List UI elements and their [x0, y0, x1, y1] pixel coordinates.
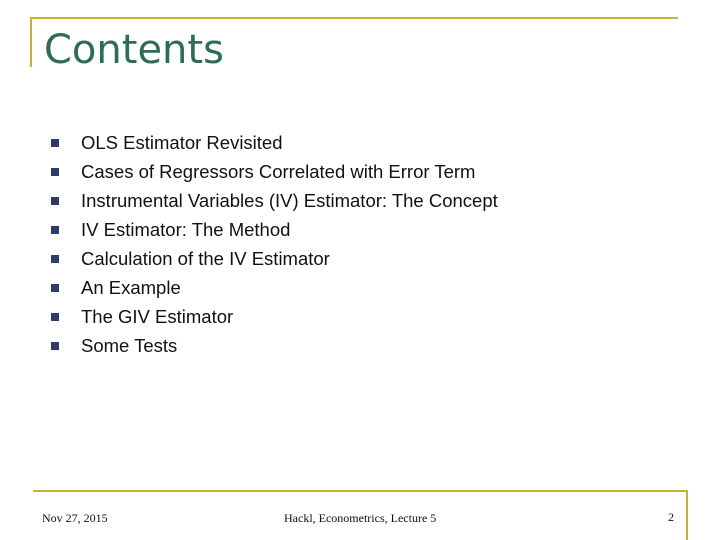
square-bullet-icon — [51, 255, 59, 263]
list-item — [44, 302, 498, 331]
list-item-text: Cases of Regressors Correlated with Error Term — [81, 160, 476, 182]
list-item — [44, 215, 498, 244]
footer-course: Hackl, Econometrics, Lecture 5 — [284, 511, 437, 525]
list-item-text: OLS Estimator Revisited — [81, 131, 283, 153]
slide-title: Contents — [44, 27, 224, 73]
frame-line-top — [30, 17, 678, 19]
list-item — [44, 157, 498, 186]
list-item-text: An Example — [81, 276, 181, 298]
list-item — [44, 273, 498, 302]
list-item-text: IV Estimator: The Method — [81, 218, 291, 240]
frame-line-right — [686, 492, 688, 540]
square-bullet-icon — [51, 284, 59, 292]
list-item — [44, 186, 498, 215]
square-bullet-icon — [51, 197, 59, 205]
list-item-text: Instrumental Variables (IV) Estimator: The Concept — [81, 189, 498, 211]
list-item-text: Calculation of the IV Estimator — [81, 247, 330, 269]
contents-list — [44, 128, 498, 360]
frame-line-bottom — [33, 490, 688, 492]
square-bullet-icon — [51, 342, 59, 350]
list-item — [44, 128, 498, 157]
frame-line-left — [30, 17, 32, 67]
list-item-text: The GIV Estimator — [81, 305, 234, 327]
page-number: 2 — [668, 510, 674, 524]
list-item-text: Some Tests — [81, 334, 178, 356]
square-bullet-icon — [51, 313, 59, 321]
square-bullet-icon — [51, 226, 59, 234]
footer-date: Nov 27, 2015 — [42, 511, 108, 525]
list-item — [44, 331, 498, 360]
square-bullet-icon — [51, 168, 59, 176]
square-bullet-icon — [51, 139, 59, 147]
list-item — [44, 244, 498, 273]
